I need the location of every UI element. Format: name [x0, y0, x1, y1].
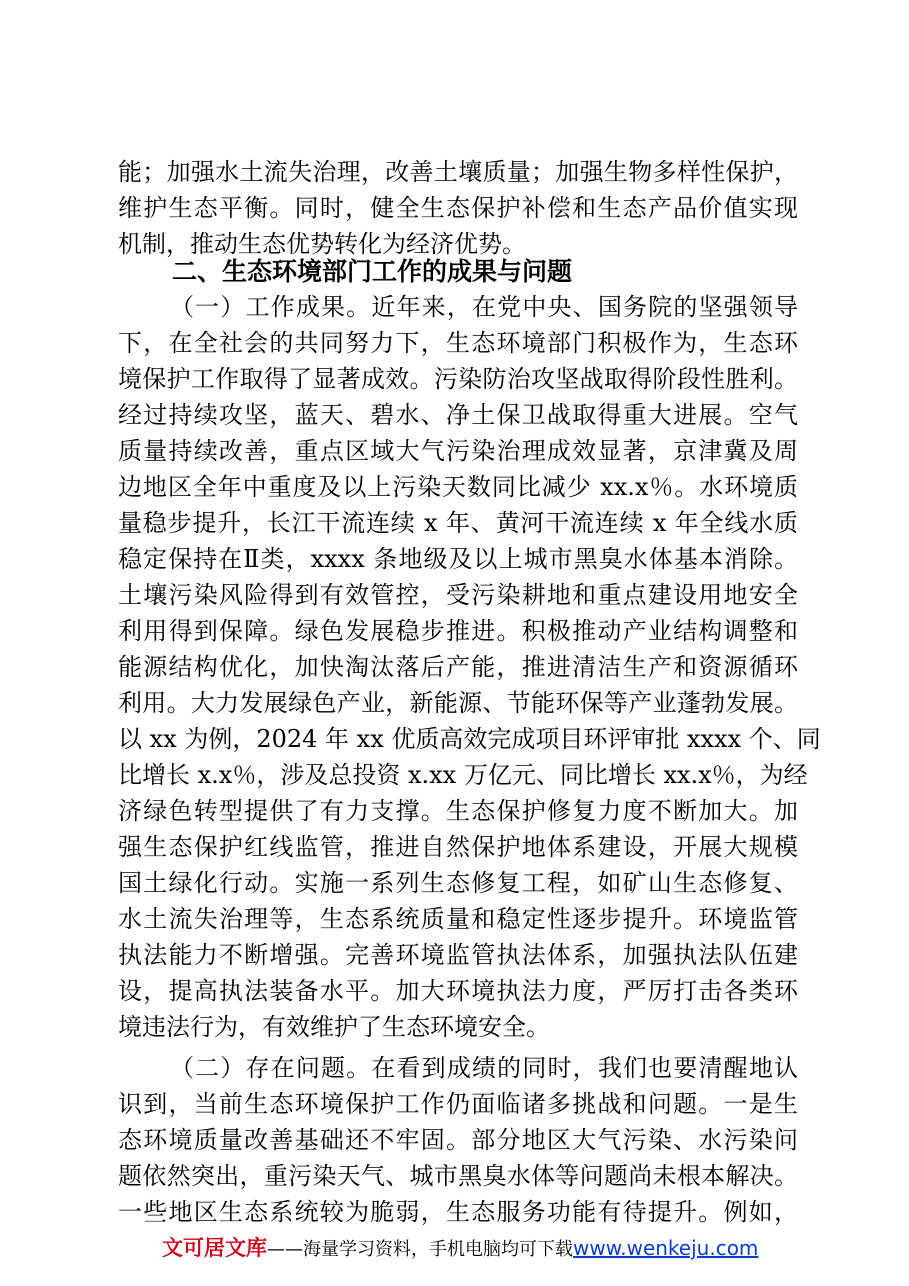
body-line: 境保护工作取得了显著成效。污染防治攻坚战取得阶段性胜利。	[118, 365, 798, 393]
body-line: 量稳步提升，长江干流连续 x 年、黄河干流连续 x 年全线水质	[118, 509, 798, 537]
body-line: 水土流失治理等，生态系统质量和稳定性逐步提升。环境监管	[118, 905, 798, 933]
body-line: 边地区全年中重度及以上污染天数同比减少 xx.x％。水环境质	[118, 473, 798, 501]
body-line: 土壤污染风险得到有效管控，受污染耕地和重点建设用地安全	[118, 581, 798, 609]
body-line: （二）存在问题。在看到成绩的同时，我们也要清醒地认	[170, 1054, 798, 1082]
body-line: 利用得到保障。绿色发展稳步推进。积极推动产业结构调整和	[118, 617, 798, 645]
footer-brand: 文可居文库	[162, 1236, 267, 1260]
body-line: 识到，当前生态环境保护工作仍面临诸多挑战和问题。一是生	[118, 1090, 798, 1118]
body-line: 稳定保持在Ⅱ类，xxxx 条地级及以上城市黑臭水体基本消除。	[118, 545, 798, 573]
body-line: 济绿色转型提供了有力支撑。生态保护修复力度不断加大。加	[118, 797, 798, 825]
body-line: 维护生态平衡。同时，健全生态保护补偿和生态产品价值实现	[118, 194, 798, 222]
body-line: 比增长 x.x％，涉及总投资 x.xx 万亿元、同比增长 xx.x％，为经	[118, 761, 808, 789]
body-line: 能源结构优化，加快淘汰落后产能，推进清洁生产和资源循环	[118, 653, 798, 681]
body-line: 下，在全社会的共同努力下，生态环境部门积极作为，生态环	[118, 329, 798, 357]
body-line: 设，提高执法装备水平。加大环境执法力度，严厉打击各类环	[118, 977, 798, 1005]
body-line: 能；加强水土流失治理，改善土壤质量；加强生物多样性保护，	[118, 158, 798, 186]
footer-link[interactable]: www.wenkeju.com	[573, 1236, 759, 1260]
body-line: 利用。大力发展绿色产业，新能源、节能环保等产业蓬勃发展。	[118, 689, 798, 717]
body-line: 经过持续攻坚，蓝天、碧水、净土保卫战取得重大进展。空气	[118, 401, 798, 429]
body-line: 机制，推动生态优势转化为经济优势。	[118, 230, 526, 258]
body-line: 态环境质量改善基础还不牢固。部分地区大气污染、水污染问	[118, 1126, 798, 1154]
section-heading: 二、生态环境部门工作的成果与问题	[172, 257, 573, 286]
body-line: 以 xx 为例，2024 年 xx 优质高效完成项目环评审批 xxxx 个、同	[118, 725, 821, 753]
footer-description: ——海量学习资料，手机电脑均可下载	[267, 1239, 573, 1260]
body-line: 题依然突出，重污染天气、城市黑臭水体等问题尚未根本解决。	[118, 1162, 798, 1190]
body-line: 境违法行为，有效维护了生态环境安全。	[118, 1013, 550, 1041]
body-line: 一些地区生态系统较为脆弱，生态服务功能有待提升。例如，	[118, 1198, 798, 1226]
body-line: 国土绿化行动。实施一系列生态修复工程，如矿山生态修复、	[118, 869, 798, 897]
body-line: （一）工作成果。近年来，在党中央、国务院的坚强领导	[170, 293, 798, 321]
body-line: 质量持续改善，重点区域大气污染治理成效显著，京津冀及周	[118, 437, 798, 465]
body-line: 强生态保护红线监管，推进自然保护地体系建设，开展大规模	[118, 833, 798, 861]
body-line: 执法能力不断增强。完善环境监管执法体系，加强执法队伍建	[118, 941, 798, 969]
footer-banner	[162, 1232, 758, 1262]
